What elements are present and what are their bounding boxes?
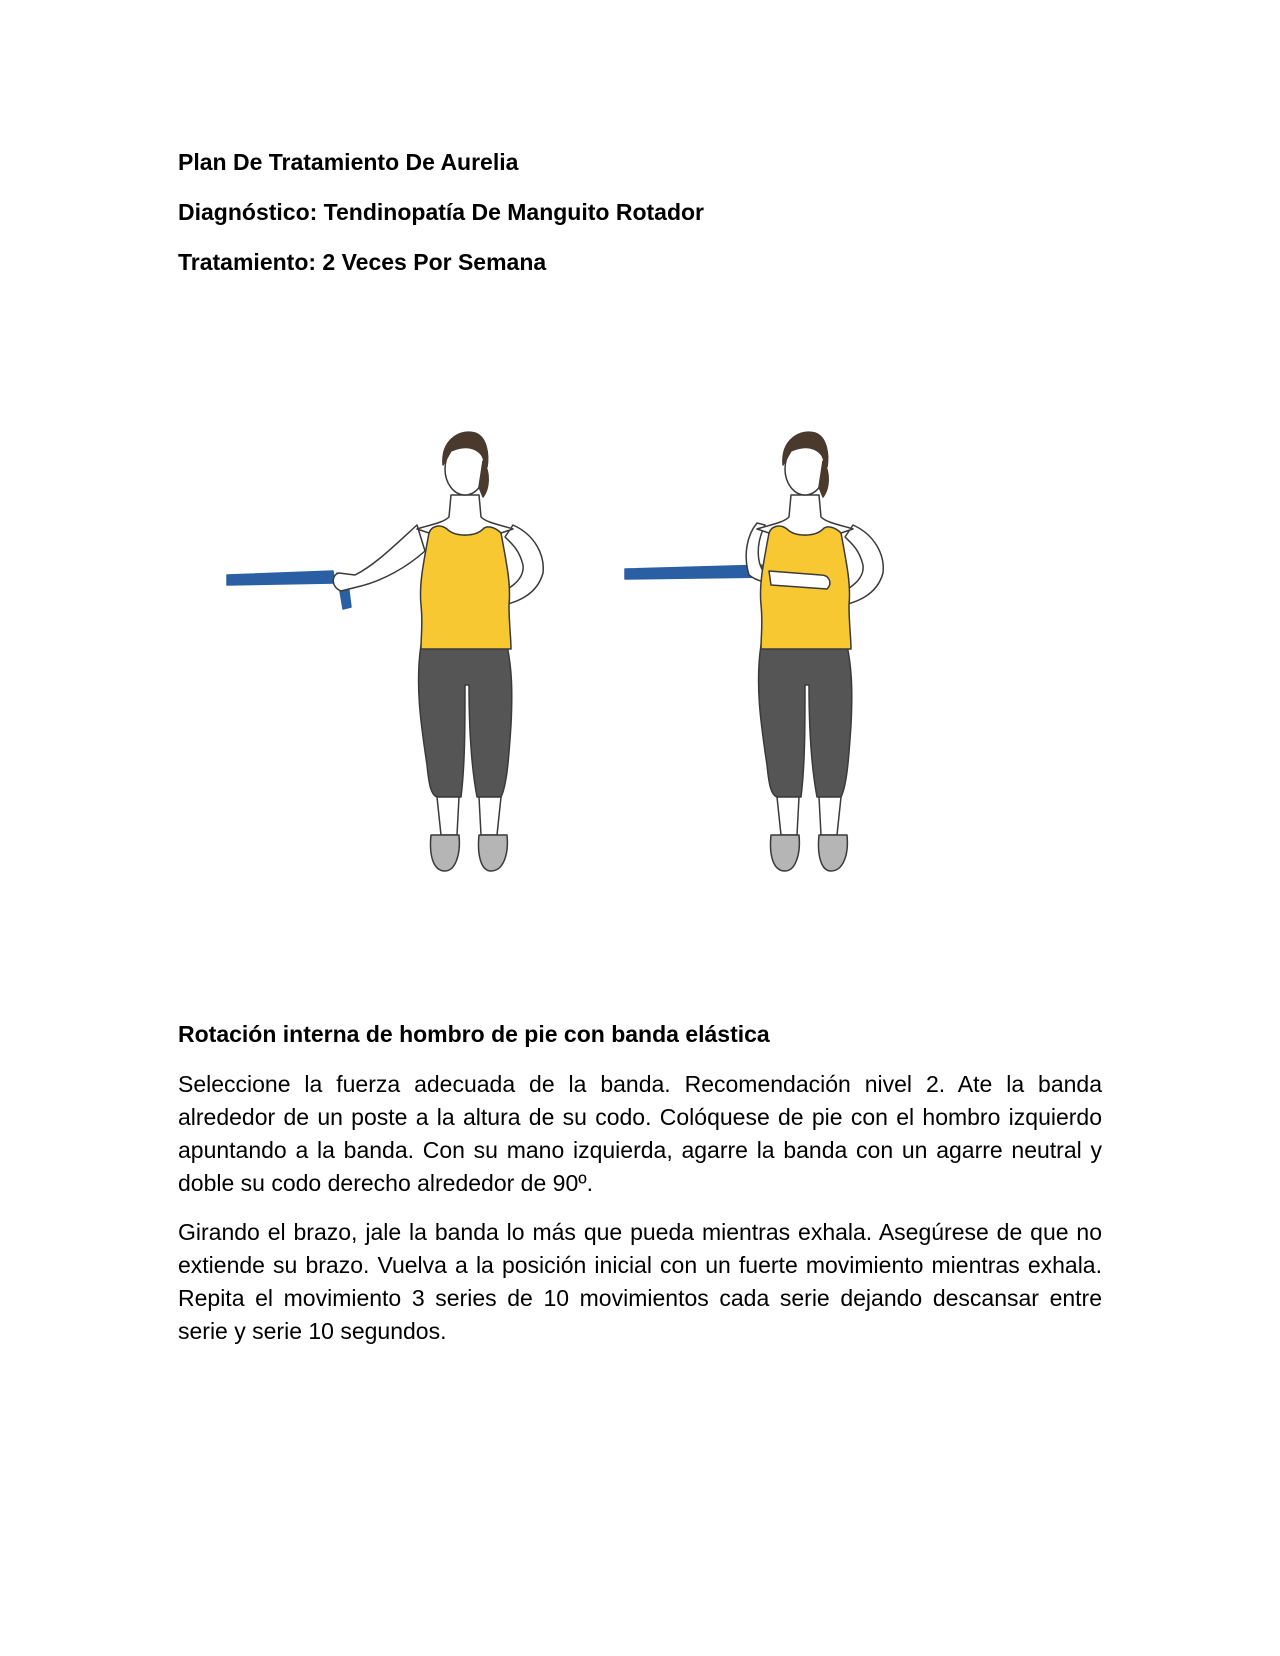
calf-right-2: [819, 797, 841, 835]
neck-shoulders: [417, 495, 513, 535]
elastic-band-start: [227, 571, 335, 585]
arm-extended: [333, 525, 425, 591]
leggings: [419, 645, 512, 797]
plan-title: Plan De Tratamiento De Aurelia: [178, 149, 519, 175]
shoe-right: [479, 835, 508, 871]
treatment-line: Tratamiento: 2 Veces Por Semana: [178, 249, 547, 275]
shoe-left: [431, 835, 460, 871]
leggings-2: [759, 645, 852, 797]
figure-start-position: [227, 432, 543, 871]
instructions-paragraph-1: Seleccione la fuerza adecuada de la banda. Recomendación nivel 2. Ate la banda alrededor de un poste a la altura de su codo. Colóquese de pie con el hombro izquierdo apuntando a la banda. Con su mano izquierda, agarre la banda con un agarre neutral y doble su codo derecho alrededor de 90º.: [178, 1071, 1102, 1196]
exercise-title: Rotación interna de hombro de pie con banda elástica: [178, 1021, 770, 1047]
calf-left-2: [777, 797, 799, 835]
shoe-left-2: [771, 835, 800, 871]
diagnosis-line: Diagnóstico: Tendinopatía De Manguito Rotador: [178, 199, 705, 225]
neck-shoulders-2: [757, 495, 853, 535]
calf-left: [437, 797, 459, 835]
tank-top: [420, 525, 511, 649]
shoe-right-2: [819, 835, 848, 871]
instructions-paragraph-2: Girando el brazo, jale la banda lo más que pueda mientras exhala. Asegúrese de que no extiende su brazo. Vuelva a la posición inicial con un fuerte movimiento mientras exhala. Repita el movimiento 3 series de 10 movimientos cada serie dejando descansar entre serie y serie 10 segundos.: [178, 1219, 1102, 1344]
calf-right: [479, 797, 501, 835]
exercise-illustration: [225, 425, 1005, 935]
figure-end-position: [625, 432, 883, 871]
